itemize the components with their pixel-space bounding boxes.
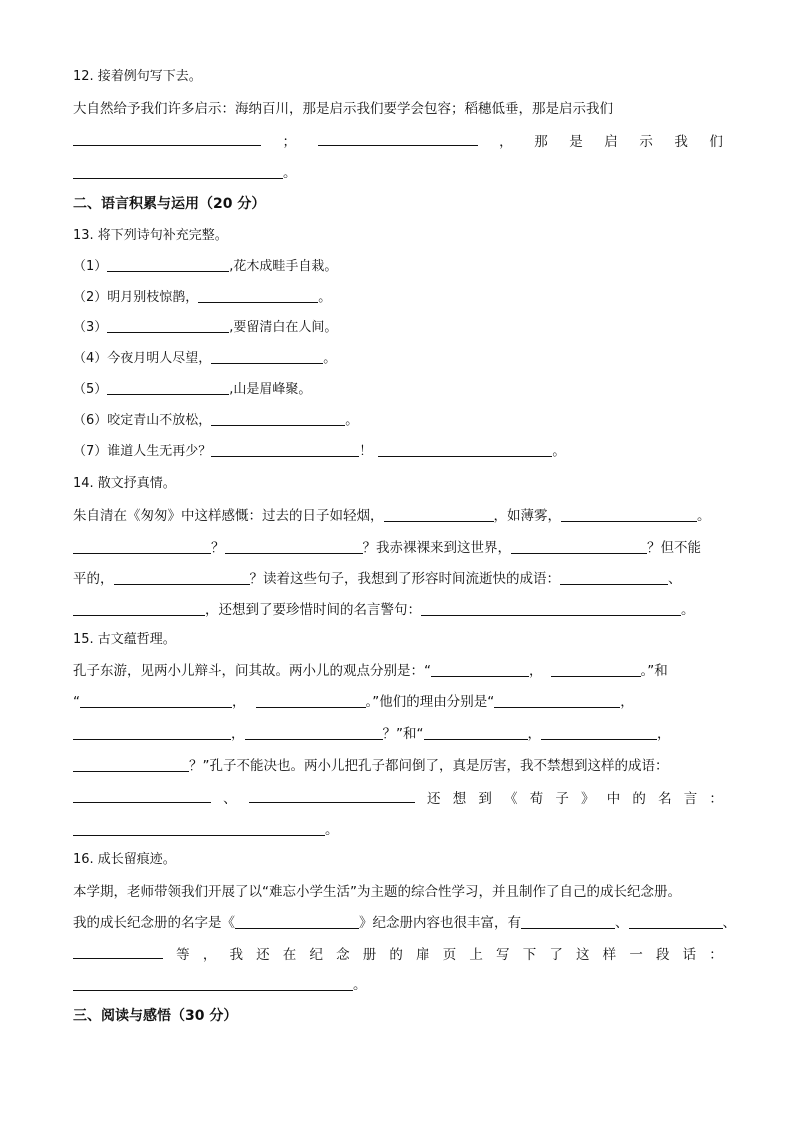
q12-title: 12. 接着例句写下去。	[73, 69, 202, 84]
q15-line6	[73, 820, 723, 840]
q15-blank-13[interactable]	[73, 821, 325, 836]
q16-blank-1[interactable]	[235, 914, 359, 929]
q16-l2a: 我的成长纪念册的名字是《	[73, 915, 235, 931]
q13-item-2-end: 。	[318, 290, 332, 305]
q16-l3-tail-4: 在	[282, 947, 297, 963]
q15-line3	[73, 724, 723, 744]
q15-l3a: ，	[231, 726, 245, 742]
q15-l2a: “	[73, 694, 80, 710]
q13-item-3-num: （3）	[73, 320, 108, 335]
q16-line1: 本学期，老师带领我们开展了以“难忘小学生活”为主题的综合性学习，并且制作了自己的成长纪念册。	[73, 884, 681, 900]
q15-blank-12[interactable]	[249, 788, 415, 803]
q15-blank-6[interactable]	[73, 725, 231, 740]
q16-l3-tail-0: 等	[176, 947, 190, 963]
q16-l3-tail-20: ：	[709, 947, 723, 963]
q15-l4a: ？”孔子不能决也。两小儿把孔子都问倒了，真是厉害，我不禁想到这样的成语：	[189, 758, 669, 774]
q13-item-7-mid: ！	[359, 444, 373, 459]
q14-l3a: 平的，	[73, 571, 114, 587]
q14-l3c: 、	[668, 571, 682, 587]
q15-l5-tail-7: 中	[606, 791, 621, 807]
q16-l3-tail-16: 样	[602, 947, 617, 963]
q13-item-4-text: 今夜月明人尽望，	[107, 351, 212, 366]
q16-l2d: 、	[722, 915, 736, 931]
q14-l3b: ？读着这些句子，我想到了形容时间流逝快的成语：	[249, 571, 560, 587]
q16-l3-tail-1: ，	[202, 947, 217, 963]
q16-blank-2[interactable]	[521, 914, 615, 929]
q16-l3-tail-2: 我	[229, 947, 243, 963]
q13-item-3-text: ,要留清白在人间。	[229, 320, 338, 335]
q15-l3d: ，	[657, 726, 671, 742]
q13-blank-7a[interactable]	[211, 442, 359, 457]
q15-blank-8[interactable]	[424, 725, 528, 740]
q14-l2b: ？我赤裸裸来到这世界，	[362, 540, 511, 556]
q16-l3-tail-3: 还	[256, 947, 270, 963]
q15-l5-tail-8: 的	[632, 791, 646, 807]
q16-l3-tail-15: 这	[576, 947, 590, 963]
q16-blank-3[interactable]	[629, 914, 723, 929]
q16-line4	[73, 975, 723, 995]
q13-item-5-num: （5）	[73, 382, 108, 397]
q15-l5-tail-0: 还	[427, 791, 441, 807]
q14-line3	[73, 569, 723, 589]
q13-item-5	[73, 380, 723, 400]
q14-blank-8[interactable]	[73, 601, 205, 616]
q13-item-6-num: （6）	[73, 413, 108, 428]
q13-item-1-num: （1）	[73, 259, 108, 274]
q16-l3-tail-18: 段	[655, 947, 670, 963]
q15-blank-2[interactable]	[551, 662, 641, 677]
q12-end: 。	[283, 165, 297, 181]
q13-item-6	[73, 411, 723, 431]
q13-item-6-end: 。	[345, 413, 359, 428]
q12-line3	[73, 163, 723, 183]
q15-l5-sep: 、	[223, 791, 237, 807]
q14-blank-4[interactable]	[225, 539, 363, 554]
q15-l5-tail-10: 言	[683, 791, 698, 807]
q15-l5-tail-3: 《	[504, 791, 518, 807]
q13-blank-5[interactable]	[107, 380, 229, 395]
q15-blank-5[interactable]	[494, 693, 620, 708]
q14-blank-7[interactable]	[560, 570, 668, 585]
q13-item-4-end: 。	[323, 351, 337, 366]
q13-item-7-num: （7）	[73, 444, 108, 459]
section-3-heading: 三、阅读与感悟（30 分）	[73, 1008, 238, 1024]
q14-blank-5[interactable]	[511, 539, 647, 554]
q16-l2c: 、	[615, 915, 629, 931]
q16-l2b: 》纪念册内容也很丰富，有	[359, 915, 521, 931]
q13-item-6-text: 咬定青山不放松，	[107, 413, 212, 428]
q16-l3-tail-8: 的	[389, 947, 403, 963]
q15-l3b: ？”和“	[382, 726, 424, 742]
q13-item-1	[73, 257, 723, 277]
q15-l1b: ，	[529, 663, 543, 679]
q13-item-1-text: ,花木成畦手自栽。	[229, 259, 338, 274]
q14-l1c: 。	[697, 508, 711, 524]
q13-item-2-num: （2）	[73, 290, 108, 305]
q16-l4: 。	[353, 977, 367, 993]
q16-l3-tail-14: 了	[549, 947, 563, 963]
q12-line2	[73, 131, 723, 152]
q16-blank-4[interactable]	[73, 944, 163, 959]
q13-item-2	[73, 288, 723, 308]
q15-line2	[73, 692, 723, 712]
q16-l3-tail-5: 纪	[309, 947, 323, 963]
q12-blank-3[interactable]	[73, 164, 283, 179]
q15-blank-9[interactable]	[541, 725, 657, 740]
q13-blank-4[interactable]	[211, 349, 323, 364]
q16-line3	[73, 944, 723, 965]
q14-blank-3[interactable]	[73, 539, 211, 554]
q14-title: 14. 散文抒真情。	[73, 476, 176, 491]
q14-line4	[73, 600, 723, 620]
q15-line5	[73, 788, 723, 809]
q14-l2a: ？	[211, 540, 225, 556]
q12-tail-3: 示	[639, 134, 653, 150]
q13-item-5-text: ,山是眉峰聚。	[229, 382, 312, 397]
q15-line4	[73, 756, 723, 776]
q13-item-3	[73, 318, 723, 338]
q15-l5-tail-9: 名	[658, 791, 672, 807]
q13-blank-1[interactable]	[107, 257, 229, 272]
q16-l3-tail-19: 话	[682, 947, 697, 963]
q12-sep1: ；	[282, 134, 297, 150]
q15-blank-10[interactable]	[73, 757, 189, 772]
q15-l5-tail-1: 想	[452, 791, 467, 807]
section-2-heading: 二、语言积累与运用（20 分）	[73, 196, 266, 212]
q15-blank-3[interactable]	[80, 693, 232, 708]
q13-item-2-text: 明月别枝惊鹊，	[107, 290, 199, 305]
q12-blank-1[interactable]	[73, 131, 261, 146]
q16-l3-tail-17: 一	[629, 947, 643, 963]
q16-l3-tail-11: 上	[469, 947, 483, 963]
q14-line2	[73, 538, 723, 558]
q15-blank-1[interactable]	[431, 662, 529, 677]
q16-l3-tail-13: 下	[522, 947, 537, 963]
q15-blank-4[interactable]	[256, 693, 366, 708]
q12-blank-2[interactable]	[318, 131, 478, 146]
q13-item-7	[73, 442, 723, 462]
q14-l1a: 朱自清在《匆匆》中这样感慨：过去的日子如轻烟，	[73, 508, 384, 524]
q16-l3-tail-10: 页	[442, 947, 457, 963]
q13-item-7-text: 谁道人生无再少？	[107, 444, 212, 459]
q12-tail-2: 启	[604, 134, 618, 150]
q12-tail-4: 我	[674, 134, 688, 150]
q15-l5-tail-5: 子	[555, 791, 569, 807]
q13-blank-2[interactable]	[198, 288, 318, 303]
q15-l6: 。	[325, 822, 339, 838]
q15-l1a: 孔子东游，见两小儿辩斗，问其故。两小儿的观点分别是：“	[73, 663, 431, 679]
q15-l5-tail-11: ：	[709, 791, 723, 807]
q15-l5-tail-6: 》	[581, 791, 595, 807]
q12-line1: 大自然给予我们许多启示：海纳百川，那是启示我们要学会包容；稻穗低垂，那是启示我们	[73, 101, 613, 117]
q16-title: 16. 成长留痕迹。	[73, 852, 176, 867]
q15-l1c: 。”和	[640, 663, 668, 679]
q12-tail-1: 是	[569, 134, 583, 150]
q15-l5-tail-2: 到	[478, 791, 492, 807]
q15-blank-7[interactable]	[245, 725, 383, 740]
q14-blank-2[interactable]	[561, 507, 697, 522]
q15-l2d: ，	[620, 694, 634, 710]
q15-l5-tail-4: 荀	[529, 791, 544, 807]
q13-item-4-num: （4）	[73, 351, 108, 366]
q14-l4b: 。	[681, 602, 695, 618]
q12-tail-0: 那	[534, 134, 548, 150]
q13-blank-7b[interactable]	[378, 442, 552, 457]
q13-item-4	[73, 349, 723, 369]
q15-title: 15. 古文蕴哲理。	[73, 632, 176, 647]
q16-line2	[73, 913, 736, 933]
q15-l2c: 。”他们的理由分别是“	[365, 694, 495, 710]
q12-sep2: ，	[499, 134, 513, 150]
q14-blank-9[interactable]	[421, 601, 681, 616]
q14-blank-6[interactable]	[114, 570, 250, 585]
q15-line1	[73, 661, 723, 681]
q13-blank-6[interactable]	[211, 411, 345, 426]
q13-title: 13. 将下列诗句补充完整。	[73, 228, 228, 243]
q14-blank-1[interactable]	[384, 507, 494, 522]
q16-l3-tail-7: 册	[362, 947, 377, 963]
q14-l1b: ，如薄雾，	[493, 508, 561, 524]
q15-l3c: ，	[527, 726, 541, 742]
q15-blank-11[interactable]	[73, 788, 211, 803]
q16-blank-5[interactable]	[73, 976, 353, 991]
q16-l3-tail-9: 扉	[416, 947, 430, 963]
q16-l3-tail-6: 念	[336, 947, 350, 963]
q16-l3-tail-12: 写	[496, 947, 510, 963]
q14-l2c: ？但不能	[647, 540, 701, 556]
q14-line1	[73, 506, 723, 526]
q13-blank-3[interactable]	[107, 318, 229, 333]
q14-l4a: ，还想到了要珍惜时间的名言警句：	[205, 602, 421, 618]
q15-l2b: ，	[232, 694, 246, 710]
q12-tail-5: 们	[709, 134, 723, 150]
q13-item-7-end: 。	[552, 444, 566, 459]
